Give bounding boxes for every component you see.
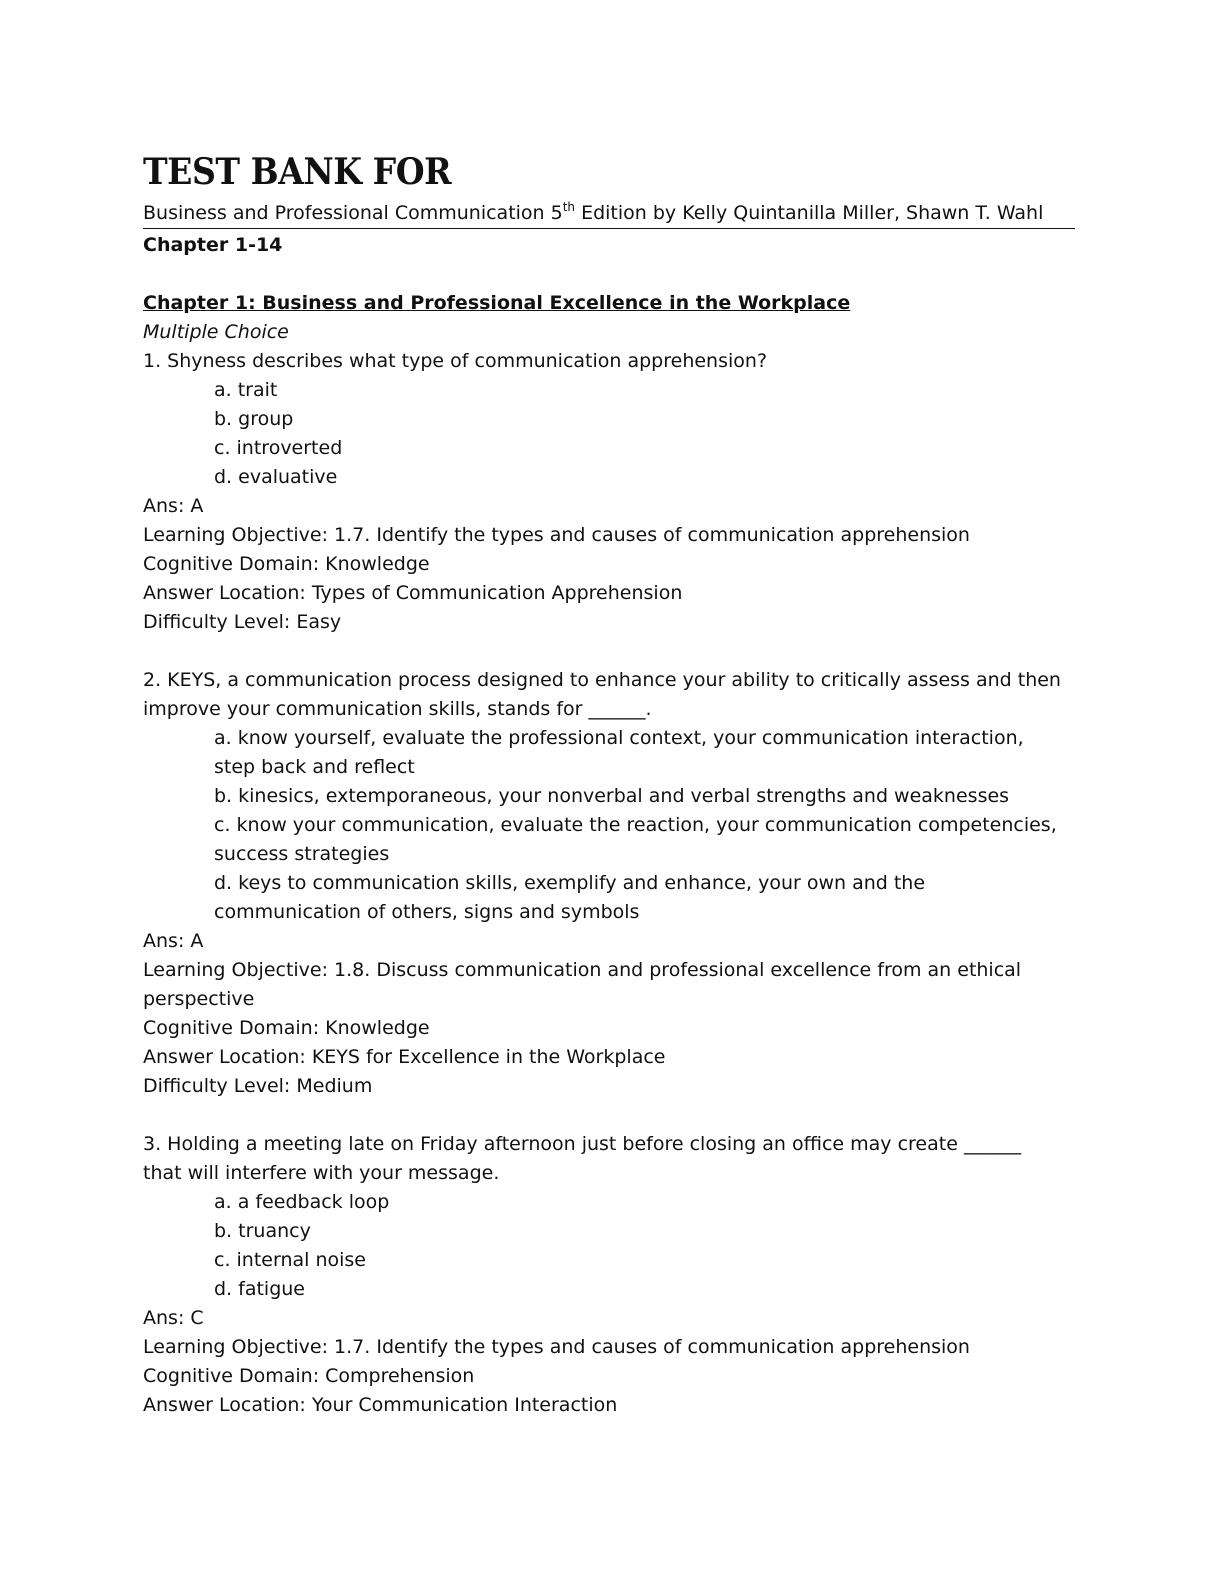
cognitive-domain: Cognitive Domain: Comprehension bbox=[143, 1365, 475, 1387]
question-text-continued: improve your communication skills, stands for ______. bbox=[143, 698, 652, 720]
answer-key: Ans: C bbox=[143, 1307, 204, 1329]
question-text: 2. KEYS, a communication process designed to enhance your ability to critically assess and then bbox=[143, 669, 1061, 691]
subtitle-text-rest: Edition by Kelly Quintanilla Miller, Shawn T. Wahl bbox=[575, 202, 1044, 224]
answer-option: a. a feedback loop bbox=[214, 1191, 390, 1213]
spacer bbox=[143, 1101, 1075, 1130]
chapter-heading: Chapter 1: Business and Professional Excellence in the Workplace bbox=[143, 292, 851, 314]
answer-option: a. trait bbox=[214, 379, 278, 401]
difficulty-level: Difficulty Level: Easy bbox=[143, 611, 342, 633]
cognitive-domain: Cognitive Domain: Knowledge bbox=[143, 1017, 430, 1039]
chapter-range: Chapter 1-14 bbox=[143, 234, 283, 256]
answer-option: c. introverted bbox=[214, 437, 343, 459]
learning-objective-continued: perspective bbox=[143, 988, 255, 1010]
book-subtitle bbox=[143, 200, 1075, 229]
answer-option: c. know your communication, evaluate the reaction, your communication competencies, bbox=[214, 814, 1057, 836]
answer-option: d. evaluative bbox=[214, 466, 338, 488]
question-text-continued: that will interfere with your message. bbox=[143, 1162, 500, 1184]
question-block bbox=[143, 666, 1075, 1101]
page-title: TEST BANK FOR bbox=[143, 151, 452, 193]
answer-option: a. know yourself, evaluate the professional context, your communication interaction, bbox=[214, 727, 1024, 749]
answer-option: c. internal noise bbox=[214, 1249, 366, 1271]
answer-location: Answer Location: Types of Communication Apprehension bbox=[143, 582, 683, 604]
difficulty-level: Difficulty Level: Medium bbox=[143, 1075, 373, 1097]
answer-option: d. keys to communication skills, exemplify and enhance, your own and the bbox=[214, 872, 926, 894]
answer-option: b. kinesics, extemporaneous, your nonverbal and verbal strengths and weaknesses bbox=[214, 785, 1010, 807]
spacer bbox=[143, 637, 1075, 666]
answer-option-continued: success strategies bbox=[214, 843, 390, 865]
answer-option-continued: step back and reflect bbox=[214, 756, 415, 778]
answer-option-continued: communication of others, signs and symbols bbox=[214, 901, 640, 923]
question-block bbox=[143, 347, 1075, 637]
question-text: 1. Shyness describes what type of communication apprehension? bbox=[143, 350, 768, 372]
learning-objective: Learning Objective: 1.8. Discuss communication and professional excellence from an ethical bbox=[143, 959, 1022, 981]
subtitle-text: Business and Professional Communication 5 bbox=[143, 202, 563, 224]
subtitle-superscript: th bbox=[562, 200, 576, 214]
question-text: 3. Holding a meeting late on Friday afternoon just before closing an office may create ______ bbox=[143, 1133, 1021, 1155]
answer-key: Ans: A bbox=[143, 495, 204, 517]
document-page bbox=[143, 150, 1075, 1420]
answer-option: b. truancy bbox=[214, 1220, 311, 1242]
answer-option: d. fatigue bbox=[214, 1278, 305, 1300]
learning-objective: Learning Objective: 1.7. Identify the types and causes of communication apprehension bbox=[143, 1336, 970, 1358]
answer-key: Ans: A bbox=[143, 930, 204, 952]
answer-location: Answer Location: KEYS for Excellence in the Workplace bbox=[143, 1046, 666, 1068]
answer-location: Answer Location: Your Communication Interaction bbox=[143, 1394, 618, 1416]
cognitive-domain: Cognitive Domain: Knowledge bbox=[143, 553, 430, 575]
answer-option: b. group bbox=[214, 408, 294, 430]
question-block bbox=[143, 1130, 1075, 1420]
section-label: Multiple Choice bbox=[143, 321, 289, 343]
learning-objective: Learning Objective: 1.7. Identify the types and causes of communication apprehension bbox=[143, 524, 970, 546]
